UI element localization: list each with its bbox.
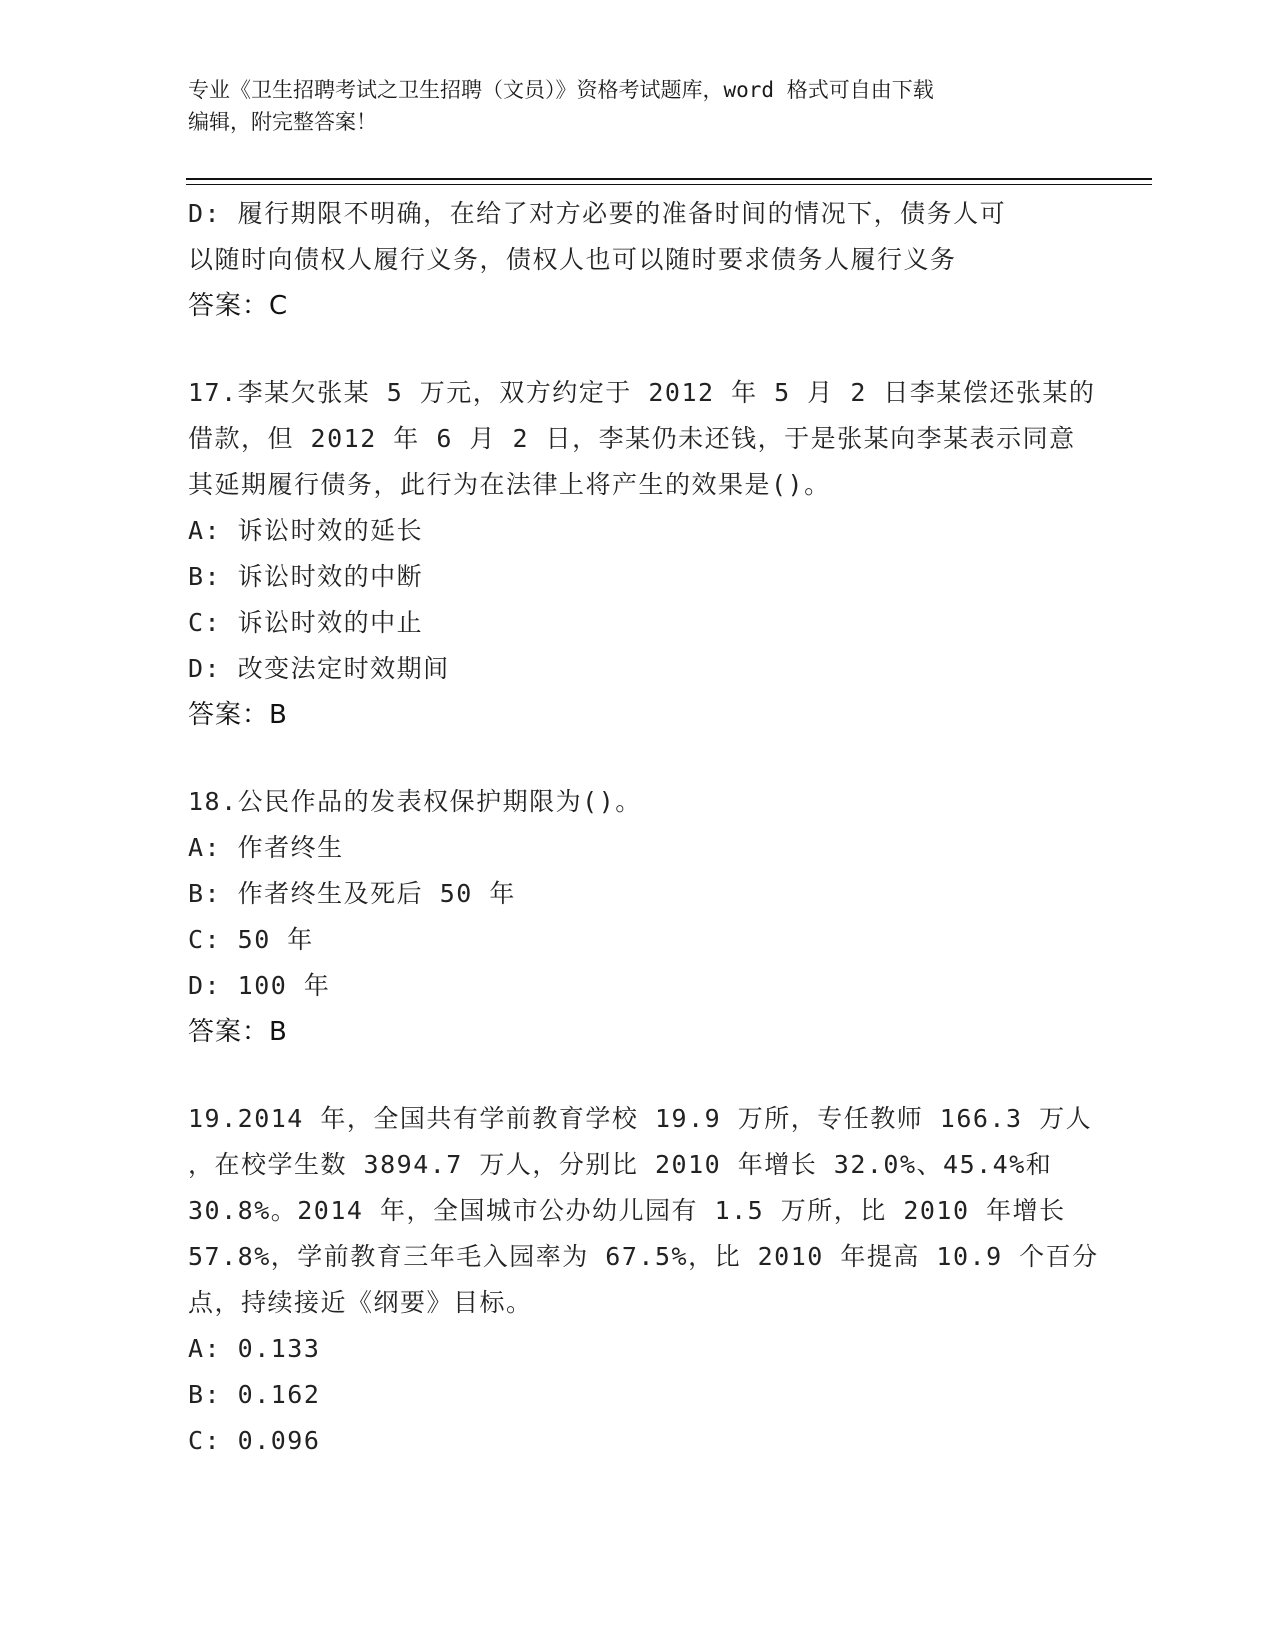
option-d-line-2: 以随时向债权人履行义务，债权人也可以随时要求债务人履行义务 xyxy=(188,245,957,274)
page-header xyxy=(188,74,1088,138)
question-19 xyxy=(188,1096,1099,1464)
question-stem-line: 17.李某欠张某 5 万元，双方约定于 2012 年 5 月 2 日李某偿还张某的 xyxy=(188,378,1096,407)
option-c: C: 50 年 xyxy=(188,925,314,954)
question-17 xyxy=(188,370,1096,738)
document-body xyxy=(188,191,1099,1464)
header-line-2: 编辑，附完整答案！ xyxy=(188,110,377,134)
question-18 xyxy=(188,779,1088,1055)
option-c: C: 诉讼时效的中止 xyxy=(188,608,424,637)
question-stem-line: 其延期履行债务，此行为在法律上将产生的效果是()。 xyxy=(188,470,831,499)
question-16-continuation xyxy=(188,191,1088,329)
option-a: A: 作者终生 xyxy=(188,833,344,862)
question-stem-line: 57.8%，学前教育三年毛入园率为 67.5%，比 2010 年提高 10.9 个百分 xyxy=(188,1242,1099,1271)
option-a: A: 0.133 xyxy=(188,1334,321,1363)
question-stem-line: 30.8%。2014 年，全国城市公办幼儿园有 1.5 万所，比 2010 年增长 xyxy=(188,1196,1066,1225)
option-a: A: 诉讼时效的延长 xyxy=(188,516,424,545)
option-b: B: 诉讼时效的中断 xyxy=(188,562,424,591)
answer-line: 答案：C xyxy=(188,291,289,321)
header-divider-thin xyxy=(186,184,1152,185)
option-d: D: 改变法定时效期间 xyxy=(188,654,450,683)
answer-line: 答案：B xyxy=(188,700,288,730)
option-d: D: 100 年 xyxy=(188,971,331,1000)
option-b: B: 0.162 xyxy=(188,1380,321,1409)
question-stem-line: ，在校学生数 3894.7 万人，分别比 2010 年增长 32.0%、45.4%和 xyxy=(188,1150,1053,1179)
answer-line: 答案：B xyxy=(188,1017,288,1047)
header-line-1: 专业《卫生招聘考试之卫生招聘（文员）》资格考试题库，word 格式可自由下载 xyxy=(188,78,934,102)
question-stem-line: 19.2014 年，全国共有学前教育学校 19.9 万所，专任教师 166.3 万人 xyxy=(188,1104,1093,1133)
header-divider-thick xyxy=(186,178,1152,180)
option-c: C: 0.096 xyxy=(188,1426,321,1455)
question-stem-line: 18.公民作品的发表权保护期限为()。 xyxy=(188,787,642,816)
question-stem-line: 借款，但 2012 年 6 月 2 日，李某仍未还钱，于是张某向李某表示同意 xyxy=(188,424,1076,453)
option-b: B: 作者终生及死后 50 年 xyxy=(188,879,516,908)
question-stem-line: 点，持续接近《纲要》目标。 xyxy=(188,1288,533,1317)
option-d-line-1: D: 履行期限不明确，在给了对方必要的准备时间的情况下，债务人可 xyxy=(188,199,1007,228)
